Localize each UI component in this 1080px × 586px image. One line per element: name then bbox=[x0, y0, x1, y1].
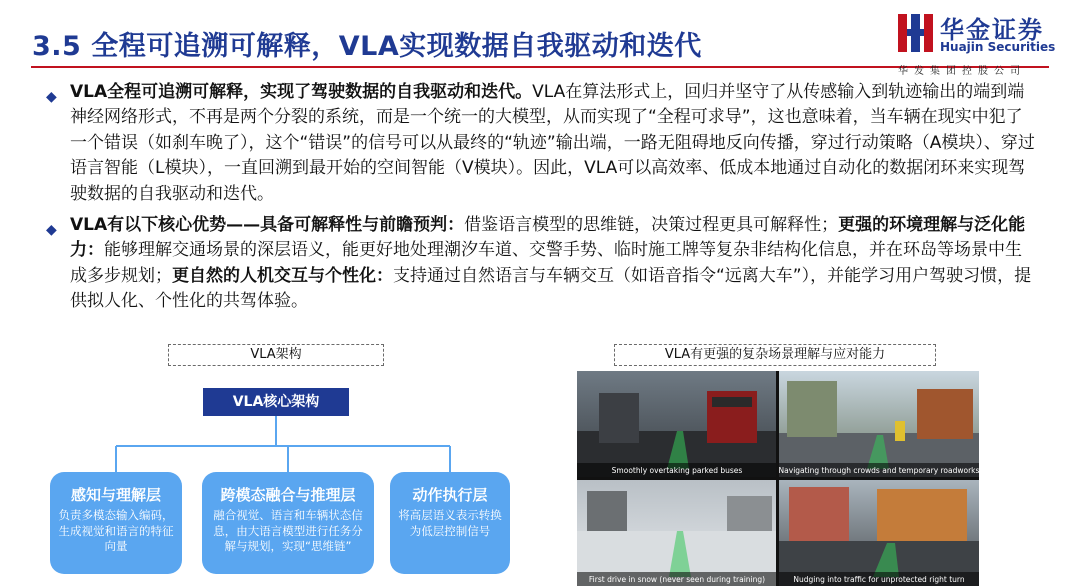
bullet-item bbox=[40, 80, 1036, 207]
page-title: 3.5 全程可追溯可解释，VLA实现数据自我驱动和迭代 bbox=[32, 31, 702, 62]
diamond-bullet-icon: ◆ bbox=[46, 89, 57, 105]
company-logo bbox=[896, 10, 1072, 77]
scene-overtaking-buses bbox=[577, 371, 776, 477]
bullet-item bbox=[40, 213, 1036, 315]
layer-title: 感知与理解层 bbox=[70, 486, 161, 504]
action-execution-layer-box bbox=[390, 472, 510, 574]
scene-crowds-roadworks bbox=[779, 371, 979, 477]
scene-caption: Navigating through crowds and temporary roadworks bbox=[778, 466, 979, 475]
logo-name-cn: 华金证券 bbox=[940, 16, 1044, 44]
layer-title: 动作执行层 bbox=[412, 486, 488, 504]
logo-name-en: Huajin Securities bbox=[940, 40, 1056, 54]
left-figure-caption: VLA架构 bbox=[168, 344, 384, 366]
bullet-list bbox=[40, 80, 1036, 321]
layer-description: 负责多模态输入编码，生成视觉和语言的特征向量 bbox=[58, 508, 174, 553]
bullet-text-bold: 更自然的人机交互与个性化： bbox=[172, 265, 393, 286]
right-figure-caption: VLA有更强的复杂场景理解与应对能力 bbox=[614, 344, 936, 366]
bullet-text-bold: 更强的环境理解与泛化能力： bbox=[70, 215, 1026, 261]
huajin-logo-icon bbox=[896, 12, 936, 56]
layer-title: 跨模态融合与推理层 bbox=[220, 486, 356, 504]
fusion-reasoning-layer-box bbox=[202, 472, 374, 574]
scene-snow-drive bbox=[577, 480, 776, 586]
diamond-bullet-icon: ◆ bbox=[46, 222, 57, 239]
core-architecture-box: VLA核心架构 bbox=[203, 388, 349, 416]
bullet-text: VLA在算法形式上，回归并坚守了从传感输入到轨迹输出的端到端神经网络形式，不再是两个分裂的系统，而是一个统一的大模型，从而实现了“全程可求导”，这也意味着，当车辆在现实中犯了一个错误（如刹车晚了），这个“错误”的信号可以从最终的“轨迹”输出端，一路无阻碍地反向传播，穿过行动策略（A模块）、穿过语言智能（L模块），一直回溯到最开始的空间智能（V模块）。因此，VLA可以高效率、低成本地通过自动化的数据闭环来实现驾驶数据的自我驱动和迭代。 bbox=[70, 82, 1035, 204]
scene-caption: Nudging into traffic for unprotected right turn bbox=[793, 575, 965, 584]
logo-tagline: 华发集团控股公司 bbox=[898, 66, 1026, 77]
bullet-text: 支持通过自然语言与车辆交互（如语音指令“远离大车”），并能学习用户驾驶习惯，提供拟人化、个性化的共驾体验。 bbox=[70, 265, 1032, 312]
bullet-text-bold: VLA全程可追溯可解释，实现了驾驶数据的自我驱动和迭代。 bbox=[70, 82, 533, 102]
bullet-text: 能够理解交通场景的深层语义，能更好地处理潮汐车道、交警手势、临时施工牌等复杂非结构化信息，并在环岛等场景中生成多步规划； bbox=[70, 240, 1022, 286]
scene-caption: First drive in snow (never seen during training) bbox=[588, 575, 766, 584]
driving-scenes-image bbox=[577, 371, 979, 586]
bullet-text-bold: VLA有以下核心优势——具备可解释性与前瞻预判： bbox=[70, 215, 465, 236]
perception-layer-box bbox=[50, 472, 182, 574]
bullet-text: 借鉴语言模型的思维链，决策过程更具可解释性； bbox=[464, 215, 839, 236]
scene-right-turn bbox=[779, 480, 979, 586]
layer-description: 融合视觉、语言和车辆状态信息，由大语言模型进行任务分解与规划，实现“思维链” bbox=[213, 508, 363, 553]
layer-description: 将高层语义表示转换为低层控制信号 bbox=[398, 508, 502, 538]
scene-caption: Smoothly overtaking parked buses bbox=[611, 466, 743, 475]
driving-scenes-collage bbox=[577, 371, 979, 586]
